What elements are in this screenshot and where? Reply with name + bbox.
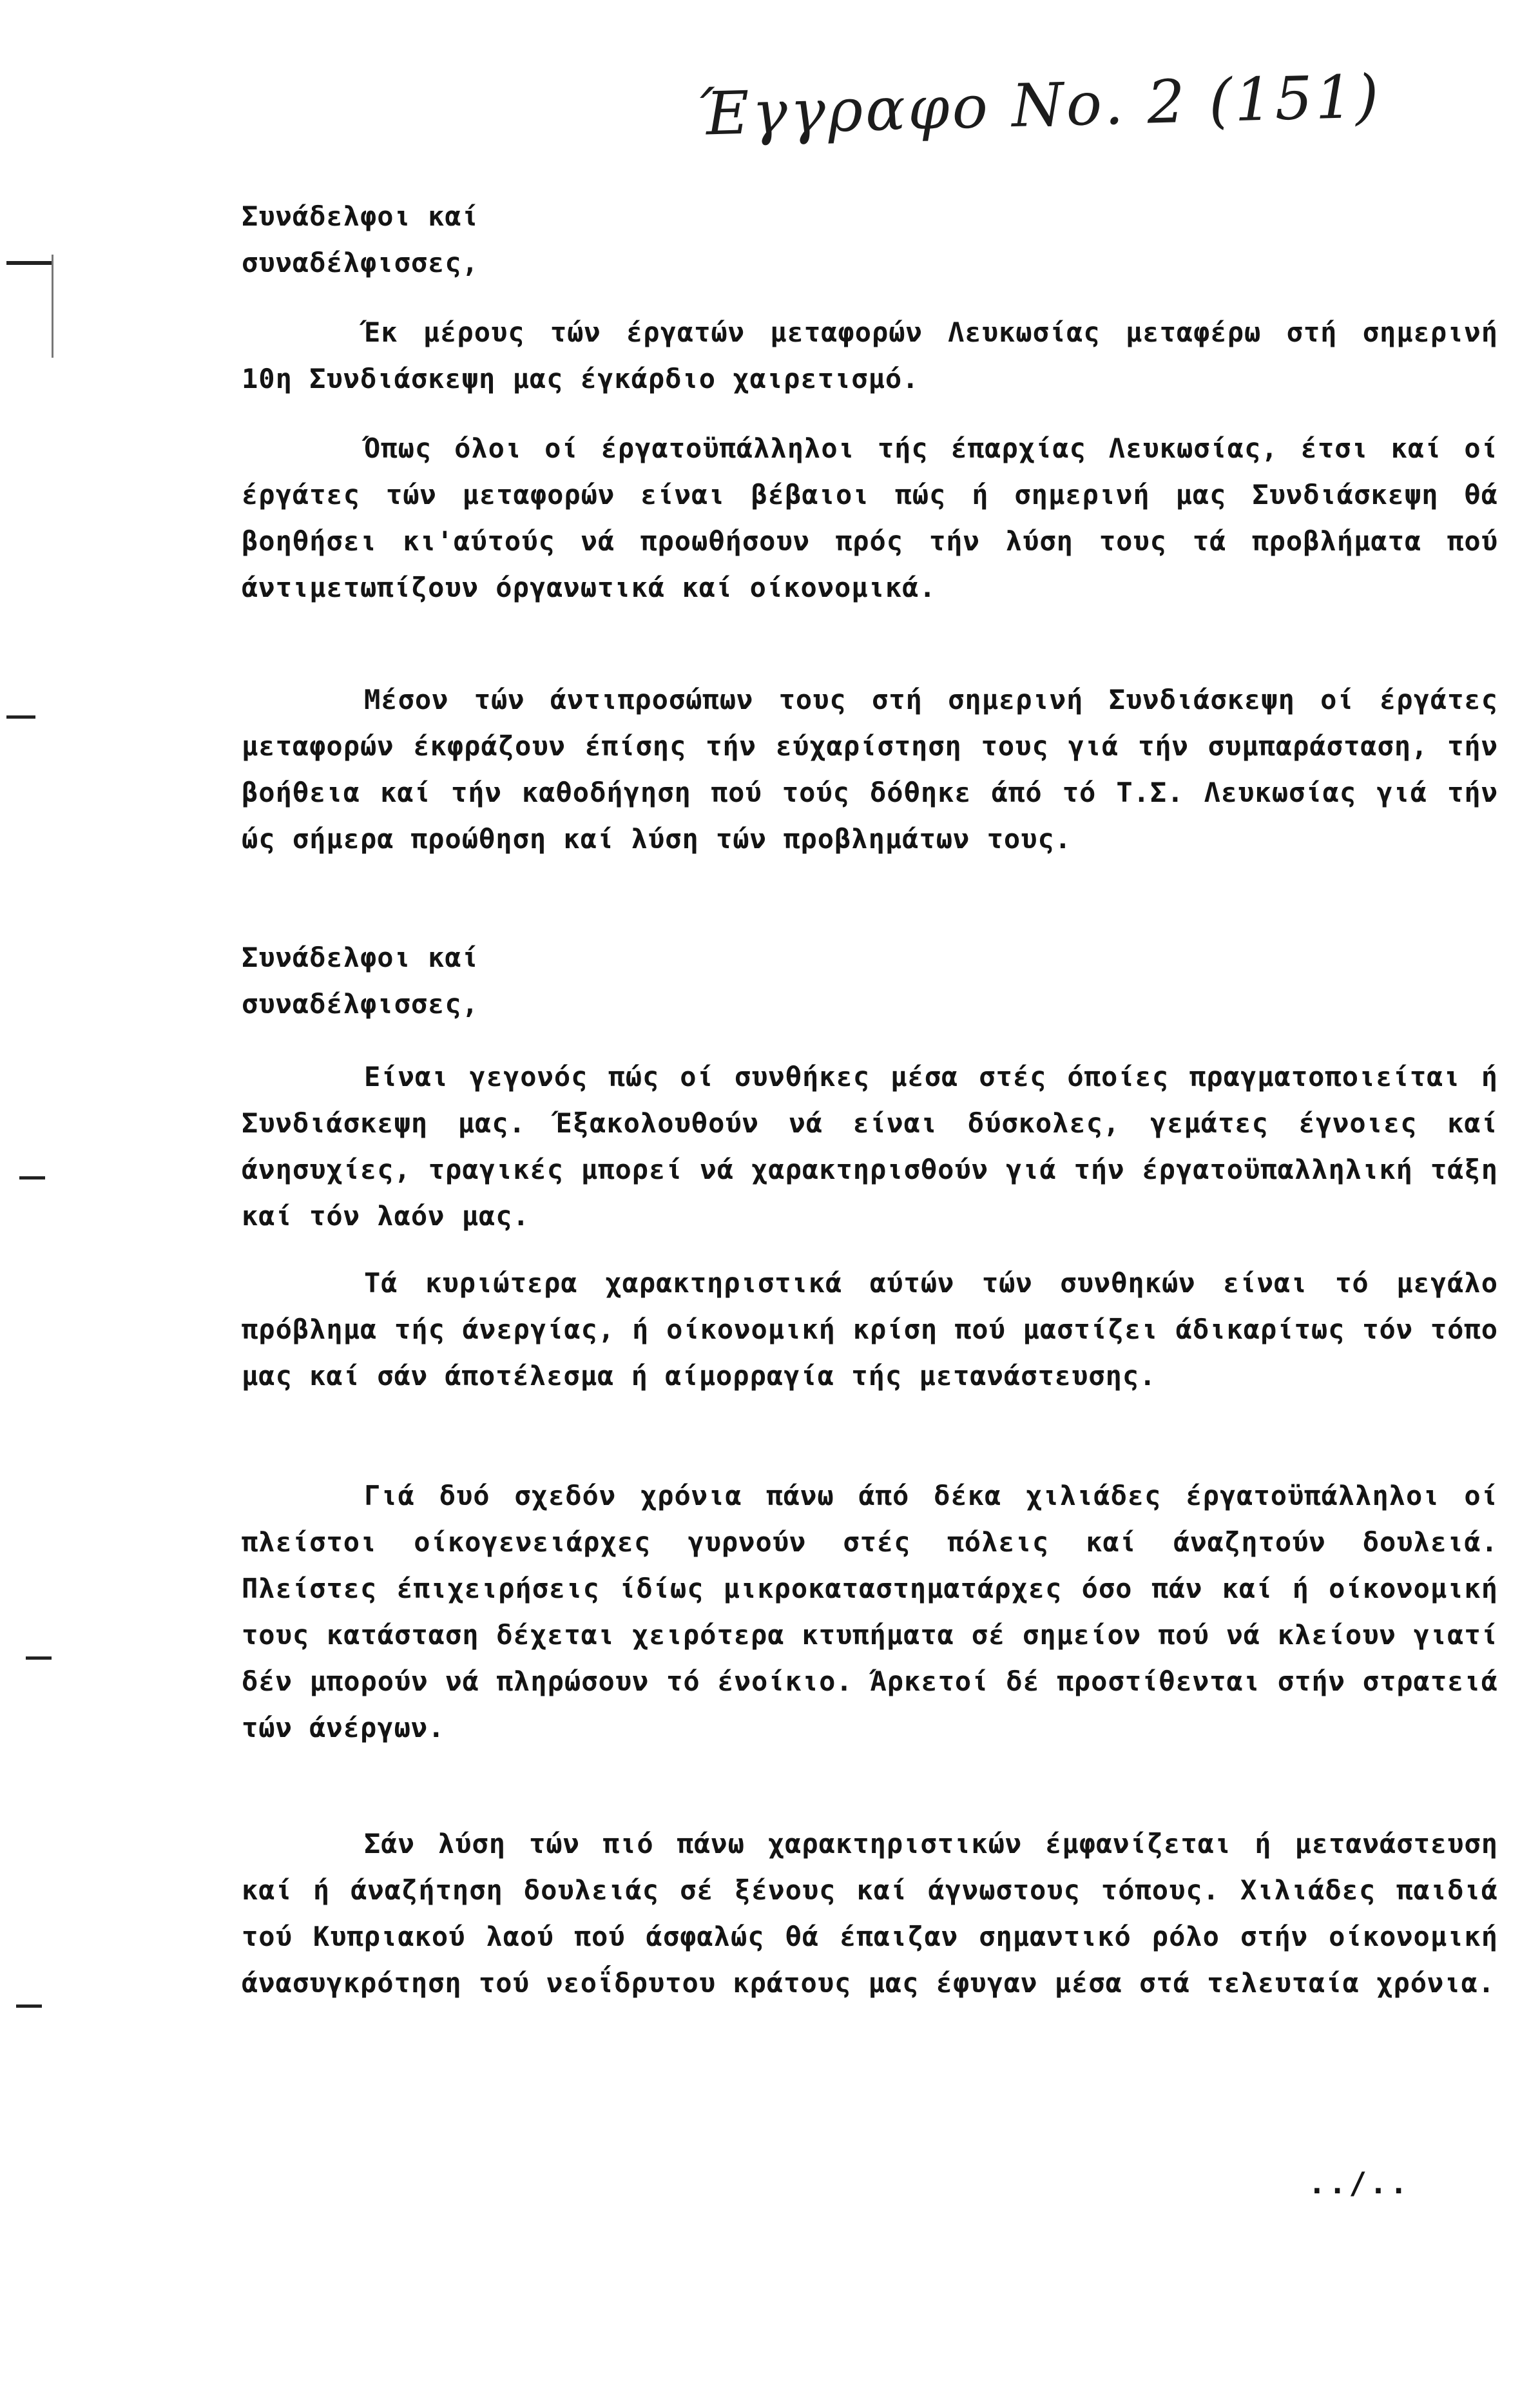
salutation-2: Συνάδελφοι καί συναδέλφισσες, [242,942,479,1020]
paragraph-1: Έκ μέρους τών έργατών μεταφορών Λευκωσίας μεταφέρω στή σημερινή 10η Συνδιάσκεψη μας έγκάρδιο χαιρετισμό. [242,316,1516,394]
margin-dash [19,1176,45,1179]
salutation-1: Συνάδελφοι καί συναδέλφισσες, [242,200,479,278]
paragraph-7: Σάν λύση τών πιό πάνω χαρακτηριστικών έμφανίζεται ή μετανάστευση καί ή άναζήτηση δουλειάς σέ ξένους καί άγνωστους τόπους. Χιλιάδες παιδιά τού Κυπριακού λαού πού άσφαλώς θά έπαιζαν σημαντικό ρόλο στήν οίκονομική άνασυγκρότηση τού νεοΐδρυτου κράτους μας έφυγαν μέσα στά τελευταία χρόνια. [242,1828,1516,1999]
margin-dash [6,715,35,719]
margin-dash [6,261,52,265]
margin-dash [26,1656,52,1660]
paragraph-6: Γιά δυό σχεδόν χρόνια πάνω άπό δέκα χιλιάδες έργατοϋπάλληλοι οί πλείστοι οίκογενειάρχες γυρνούν στές πόλεις καί άναζητούν δουλειά. Πλείστες έπιχειρήσεις ίδίως μικροκαταστηματάρχες όσο πάν καί ή οίκονομική τους κατάσταση δέχεται χειρότερα κτυπήματα σέ σημείον πού νά κλείουν γιατί δέν μπορούν νά πληρώσουν τό ένοίκιο. Άρκετοί δέ προστίθενται στήν στρατειά τών άνέργων. [242,1480,1516,1743]
margin-line [52,255,53,358]
paragraph-2: Όπως όλοι οί έργατοϋπάλληλοι τής έπαρχίας Λευκωσίας, έτσι καί οί έργάτες τών μεταφορών είναι βέβαιοι πώς ή σημερινή μας Συνδιάσκεψη θά βοηθήσει κι'αύτούς νά προωθήσουν πρός τήν λύση τους τά προβλήματα πού άντιμετωπίζουν όργανωτικά καί οίκονομικά. [242,432,1516,603]
paragraph-4: Είναι γεγονός πώς οί συνθήκες μέσα στές όποίες πραγματοποιείται ή Συνδιάσκεψη μας. Έξακολουθούν νά είναι δύσκολες, γεμάτες έγνοιες καί άνησυχίες, τραγικές μπορεί νά χαρακτηρισθούν γιά τήν έργατοϋπαλληλική τάξη καί τόν λαόν μας. [242,1061,1516,1232]
continuation-mark: ../.. [1308,2166,1410,2200]
margin-dash [16,2005,42,2008]
paragraph-5: Τά κυριώτερα χαρακτηριστικά αύτών τών συνθηκών είναι τό μεγάλο πρόβλημα τής άνεργίας, ή οίκονομική κρίση πού μαστίζει άδικαρίτως τόν τόπο μας καί σάν άποτέλεσμα ή αίμορραγία τής μετανάστευσης. [242,1267,1516,1392]
handwritten-document-number: Έγγραφο Νο. 2 (151) [695,62,1382,149]
paragraph-3: Μέσον τών άντιπροσώπων τους στή σημερινή Συνδιάσκεψη οί έργάτες μεταφορών έκφράζουν έπίσης τήν εύχαρίστηση τους γιά τήν συμπαράσταση, τήν βοήθεια καί τήν καθοδήγηση πού τούς δόθηκε άπό τό Τ.Σ. Λευκωσίας γιά τήν ώς σήμερα προώθηση καί λύση τών προβλημάτων τους. [242,684,1516,855]
